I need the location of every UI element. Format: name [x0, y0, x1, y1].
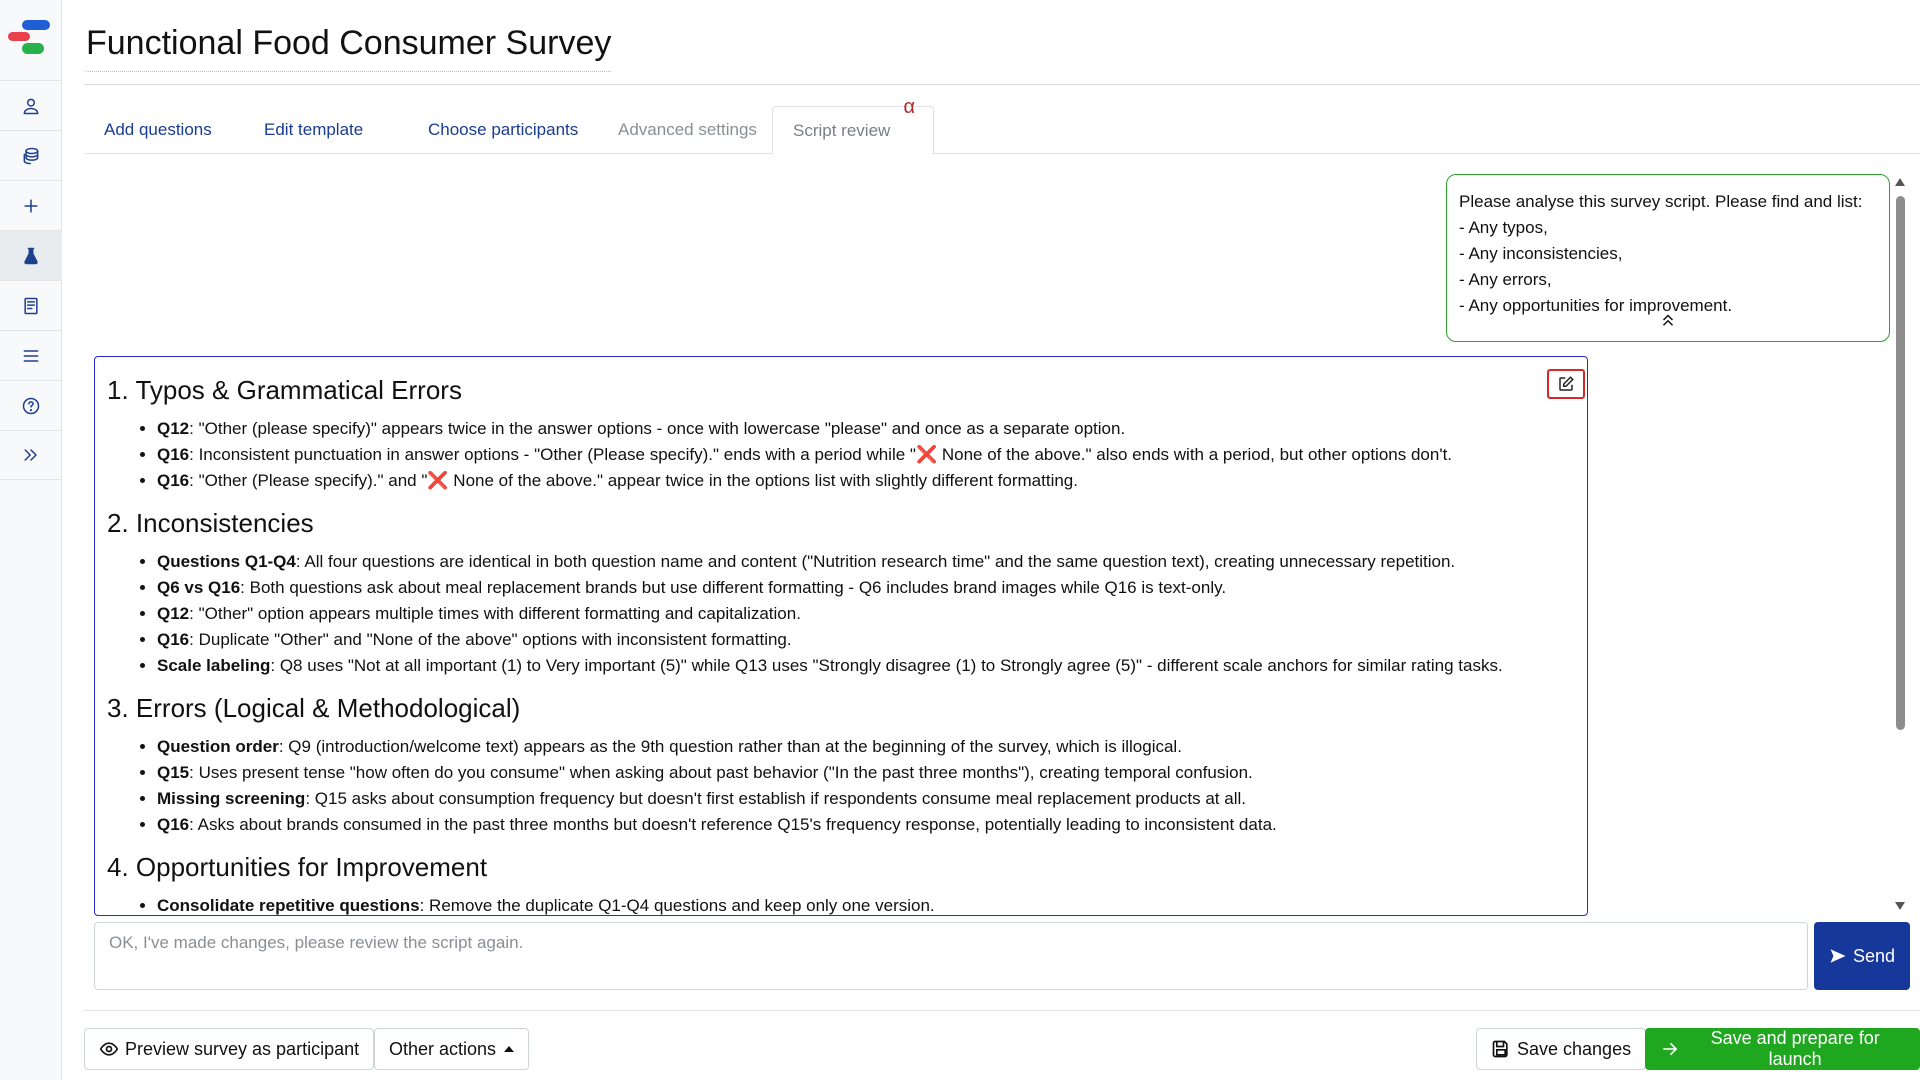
- tab-script-review-label: Script review: [793, 121, 891, 140]
- sidebar: [0, 0, 62, 1080]
- send-button[interactable]: [1814, 922, 1910, 990]
- alpha-badge: α: [903, 96, 915, 118]
- footer-divider: [84, 1010, 1920, 1011]
- floppy-disk-icon: [1491, 1039, 1511, 1059]
- response-section: [107, 852, 1575, 916]
- title-divider: [84, 84, 1920, 85]
- app-logo[interactable]: [8, 20, 54, 56]
- preview-survey-button[interactable]: [84, 1028, 374, 1070]
- help-icon: [21, 396, 41, 416]
- page-title[interactable]: Functional Food Consumer Survey: [86, 24, 611, 72]
- section-heading: 3. Errors (Logical & Methodological): [107, 693, 521, 723]
- send-icon: [1829, 947, 1847, 965]
- list-item: • Q16: Duplicate "Other" and "None of the above" options with inconsistent formatting.: [157, 627, 1575, 653]
- user-message-line: - Any opportunities for improvement.: [1459, 296, 1733, 315]
- collapse-button[interactable]: [1447, 311, 1889, 337]
- save-changes-button[interactable]: [1476, 1028, 1646, 1070]
- tab-choose-participants[interactable]: Choose participants: [428, 120, 579, 139]
- user-icon: [21, 96, 41, 116]
- user-message-bubble: [1446, 174, 1890, 342]
- section-heading: 1. Typos & Grammatical Errors: [107, 375, 462, 405]
- save-changes-label: Save changes: [1517, 1038, 1632, 1059]
- flask-icon: [21, 246, 41, 266]
- sidebar-item-list[interactable]: [0, 330, 62, 380]
- cross-mark-icon: ❌: [427, 471, 449, 490]
- response-section: [107, 375, 1575, 494]
- database-icon: [21, 146, 41, 166]
- edit-icon: [1557, 375, 1575, 393]
- cross-mark-icon: ❌: [915, 445, 938, 464]
- tab-add-questions[interactable]: Add questions: [104, 120, 212, 139]
- sidebar-item-docs[interactable]: [0, 280, 62, 330]
- sidebar-item-new[interactable]: [0, 180, 62, 230]
- save-and-launch-label: Save and prepare for launch: [1710, 1028, 1880, 1069]
- list-item: • Questions Q1-Q4: All four questions are identical in both question name and content ("Nutrition research time" and the same question text), creating unnecessary repetition.: [157, 549, 1575, 575]
- list-item: • Q16: Inconsistent punctuation in answer options - "Other (Please specify)." ends with a period while "❌ None of the above." also ends with a period, but other options don't.: [157, 442, 1575, 468]
- list-item: • Q12: "Other (please specify)" appears twice in the answer options - once with lowercase "please" and once as a separate option.: [157, 416, 1575, 442]
- double-chevron-up-icon: [1659, 311, 1677, 329]
- sidebar-item-help[interactable]: [0, 380, 62, 430]
- send-button-label: Send: [1852, 945, 1896, 966]
- scroll-down-icon[interactable]: [1895, 902, 1905, 910]
- list-icon: [21, 346, 41, 366]
- user-message-line: - Any typos,: [1459, 218, 1548, 237]
- edit-response-button[interactable]: [1547, 369, 1585, 399]
- save-and-launch-button[interactable]: [1645, 1028, 1920, 1070]
- plus-icon: [21, 196, 41, 216]
- tab-edit-template[interactable]: Edit template: [264, 120, 364, 139]
- expand-icon: [21, 445, 41, 465]
- other-actions-dropdown[interactable]: [374, 1028, 529, 1070]
- other-actions-label: Other actions: [389, 1038, 497, 1059]
- tab-script-review[interactable]: [772, 96, 934, 155]
- list-item: • Consolidate repetitive questions: Remove the duplicate Q1-Q4 questions and keep only one version.: [157, 893, 1575, 916]
- user-message-line: - Any errors,: [1459, 270, 1552, 289]
- section-heading: 2. Inconsistencies: [107, 508, 314, 538]
- tab-bar: [84, 96, 1920, 154]
- sidebar-item-surveys[interactable]: [0, 230, 62, 280]
- list-item: • Q6 vs Q16: Both questions ask about meal replacement brands but use different formatting - Q6 includes brand images while Q16 is text-only.: [157, 575, 1575, 601]
- scroll-up-icon[interactable]: [1895, 178, 1905, 186]
- tab-advanced-settings[interactable]: Advanced settings: [618, 120, 757, 139]
- sidebar-item-data[interactable]: [0, 130, 62, 180]
- list-item: • Q16: "Other (Please specify)." and "❌ None of the above." appear twice in the options list with slightly different formatting.: [157, 468, 1575, 494]
- sidebar-expand[interactable]: [0, 430, 62, 480]
- scroll-thumb[interactable]: [1896, 196, 1905, 730]
- sidebar-item-profile[interactable]: [0, 80, 62, 130]
- caret-up-icon: [504, 1046, 514, 1052]
- user-message-line: - Any inconsistencies,: [1459, 244, 1623, 263]
- list-item: • Q16: Asks about brands consumed in the past three months but doesn't reference Q15's frequency response, potentially leading to inconsistent data.: [157, 812, 1575, 838]
- list-item: • Missing screening: Q15 asks about consumption frequency but doesn't first establish if respondents consume meal replacement products at all.: [157, 786, 1575, 812]
- ai-response-panel: [94, 356, 1588, 916]
- user-message-line: Please analyse this survey script. Please find and list:: [1459, 192, 1863, 211]
- section-heading: 4. Opportunities for Improvement: [107, 852, 488, 882]
- preview-survey-label: Preview survey as participant: [125, 1038, 360, 1059]
- eye-icon: [99, 1039, 119, 1059]
- chat-input[interactable]: [94, 922, 1808, 990]
- chat-scrollbar[interactable]: [1893, 178, 1907, 910]
- response-section: [107, 693, 1575, 838]
- list-item: • Q12: "Other" option appears multiple times with different formatting and capitalization.: [157, 601, 1575, 627]
- response-section: [107, 508, 1575, 679]
- list-item: • Q15: Uses present tense "how often do you consume" when asking about past behavior ("In the past three months"), creating temporal confusion.: [157, 760, 1575, 786]
- list-item: • Question order: Q9 (introduction/welcome text) appears as the 9th question rather than at the beginning of the survey, which is illogical.: [157, 734, 1575, 760]
- arrow-right-icon: [1660, 1039, 1679, 1059]
- list-item: • Scale labeling: Q8 uses "Not at all important (1) to Very important (5)" while Q13 uses "Strongly disagree (1) to Strongly agree (5)" - different scale anchors for similar rating tasks.: [157, 653, 1575, 679]
- book-icon: [21, 296, 41, 316]
